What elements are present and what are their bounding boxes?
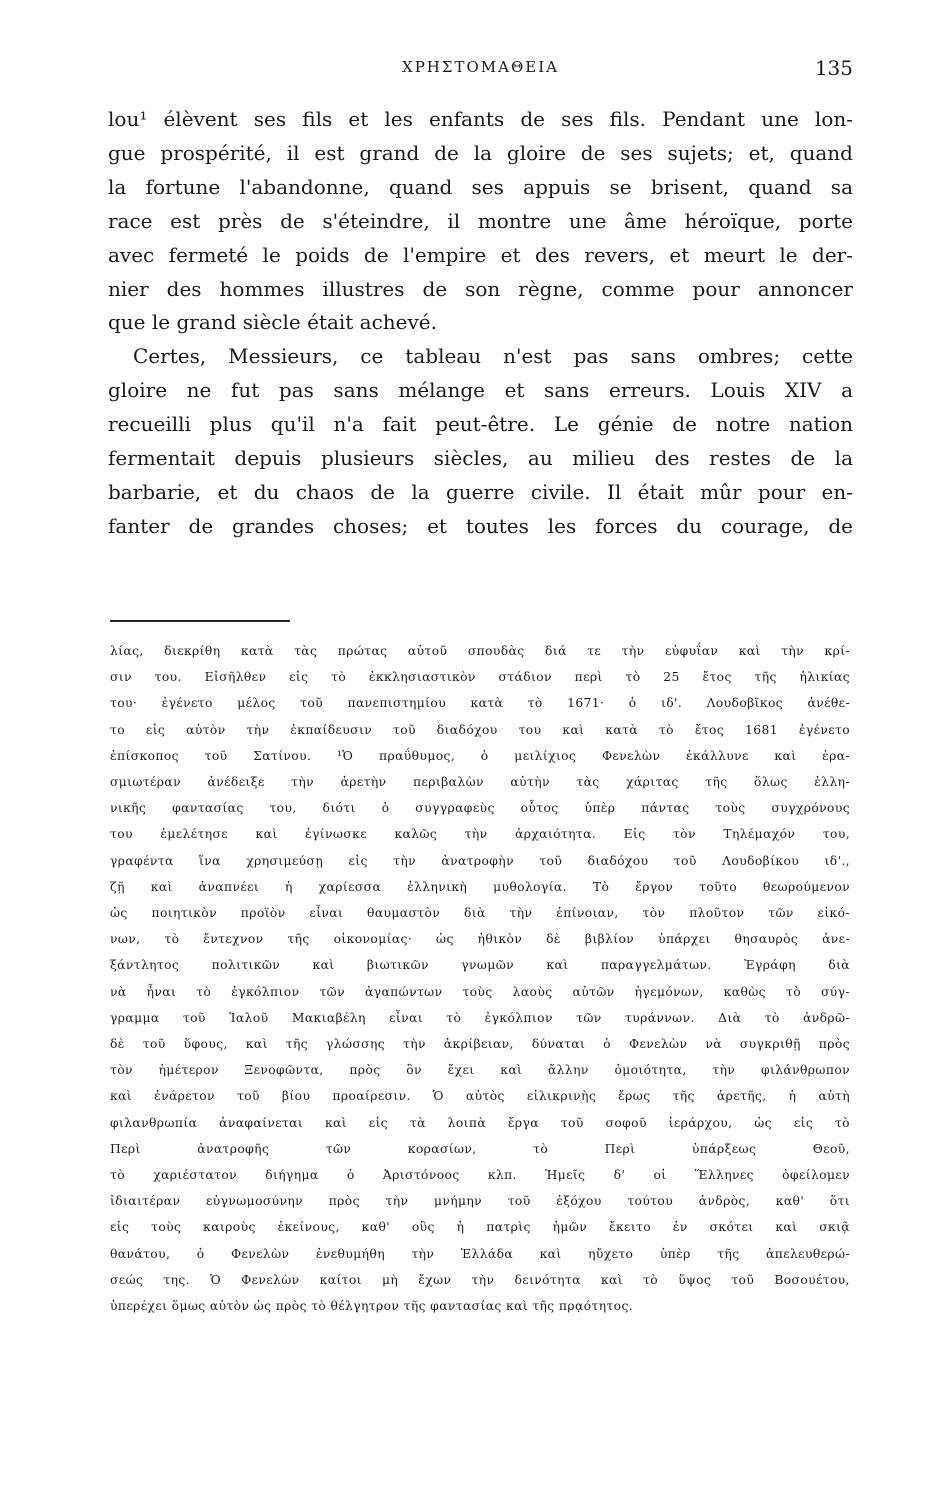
footnote-line: φιλανθρωπία ἀναφαίνεται καὶ εἰς τὰ λοιπὰ ἔργα τοῦ σοφοῦ ἱεράρχου, ὡς εἰς τὸ	[110, 1115, 850, 1130]
main-text-line: race est près de s'éteindre, il montre une âme héroïque, porte	[108, 208, 853, 233]
main-text-line: Certes, Messieurs, ce tableau n'est pas sans ombres; cette	[133, 344, 853, 369]
footnote-line: γραφέντα ἵνα χρησιμεύσῃ εἰς τὴν ἀνατροφὴν τοῦ διαδόχου τοῦ Λουδοβίκου ιδ'.,	[110, 853, 850, 868]
footnote-line: Περὶ ἀνατροφῆς τῶν κορασίων, τὸ Περὶ ὑπάρξεως Θεοῦ,	[110, 1141, 850, 1156]
page-number: 135	[814, 56, 853, 80]
main-text-line: recueilli plus qu'il n'a fait peut-être. Le génie de notre nation	[108, 412, 853, 437]
footnote-line: νων, τὸ ἔντεχνον τῆς οἰκονομίας· ὡς ἠθικὸν δὲ βιβλίον ὑπάρχει θησαυρὸς ἀνε-	[110, 932, 850, 947]
main-text	[108, 103, 853, 544]
footnote-line: ὡς ποιητικὸν προϊὸν εἶναι θαυμαστὸν διὰ τὴν ἐπίνοιαν, τὸν πλοῦτον τῶν εἰκό-	[110, 906, 850, 921]
main-text-line: barbarie, et du chaos de la guerre civile. Il était mûr pour en-	[108, 479, 853, 504]
footnote-line: γραμμα τοῦ Ἰαλοῦ Μακιαβέλη εἶναι τὸ ἐγκόλπιον τῶν τυράννων. Διὰ τὸ ἀνδρῶ-	[110, 1010, 850, 1025]
footnote-line: ζῇ καὶ ἀναπνέει ἡ χαρίεσσα ἑλληνικὴ μυθολογία. Τὸ ἔργον τοῦτο θεωρούμενον	[110, 879, 850, 894]
main-text-line: lou¹ élèvent ses fils et les enfants de ses fils. Pendant une lon-	[108, 107, 853, 131]
footnote-line: θανάτου, ὁ Φενελὼν ἐνεθυμήθη τὴν Ἑλλάδα καὶ ηὔχετο ὑπὲρ τῆς ἀπελευθερώ-	[110, 1246, 850, 1261]
footnote-text	[110, 638, 850, 1319]
footnote-line: του· ἐγένετο μέλος τοῦ πανεπιστημίου κατὰ τὸ 1671· ὁ ιδ'. Λουδοβῖκος ἀνέθε-	[110, 696, 850, 711]
footnote-line: σεώς της. Ὁ Φενελὼν καίτοι μὴ ἔχων τὴν δεινότητα καὶ τὸ ὕψος τοῦ Βοσουέτου,	[110, 1272, 850, 1287]
main-text-line: avec fermeté le poids de l'empire et des revers, et meurt le der-	[108, 242, 853, 267]
footnote-line: το εἰς αὐτὸν τὴν ἐκπαίδευσιν τοῦ διαδόχου του καὶ κατὰ τὸ ἔτος 1681 ἐγένετο	[110, 722, 850, 737]
footnote-line: ξάντλητος πολιτικῶν καὶ βιωτικῶν γνωμῶν καὶ παραγγελμάτων. Ἐγράφη διὰ	[110, 958, 850, 973]
running-title: ΧΡΗΣΤΟΜΑΘΕΙΑ	[402, 58, 559, 76]
main-text-line: fanter de grandes choses; et toutes les forces du courage, de	[108, 513, 853, 538]
footnote-divider	[110, 620, 290, 622]
main-text-line: gloire ne fut pas sans mélange et sans erreurs. Louis XIV a	[108, 378, 853, 403]
footnote-line: σμιωτέραν ἀνέδειξε τὴν ἀρετὴν περιβαλὼν αὐτὴν τὰς χάριτας τῆς ὅλως ἑλλη-	[110, 775, 850, 790]
footnote-line: νικῆς φαντασίας του, διότι ὁ συγγραφεὺς οὗτος ὑπὲρ πάντας τοὺς συγχρόνους	[110, 801, 850, 816]
footnote-line: νὰ ἦναι τὸ ἐγκόλπιον τῶν ἀγαπώντων τοὺς λαοὺς αὐτῶν ἡγεμόνων, καθὼς τὸ σύγ-	[110, 984, 850, 999]
footnote-line: σιν του. Εἰσῆλθεν εἰς τὸ ἐκκλησιαστικὸν στάδιον περὶ τὸ 25 ἔτος τῆς ἡλικίας	[110, 670, 850, 685]
footnote-line: δὲ τοῦ ὕφους, καὶ τῆς γλώσσης τὴν ἀκρίβειαν, δύναται ὁ Φενελὼν νὰ συγκριθῇ πρὸς	[110, 1037, 850, 1052]
footnote-line: τὸν ἡμέτερον Ξενοφῶντα, πρὸς ὃν ἔχει καὶ ἄλλην ὁμοιότητα, τὴν φιλάνθρωπον	[110, 1063, 850, 1078]
page-header	[108, 58, 853, 88]
footnote-line: εἰς τοὺς καιροὺς ἐκείνους, καθ' οὓς ἡ πατρὶς ἡμῶν ἔκειτο ἐν σκότει καὶ σκιᾷ	[110, 1220, 850, 1235]
footnote-line: ἰδιαιτέραν εὐγνωμοσύνην πρὸς τὴν μνήμην τοῦ ἐξόχου τούτου ἀνδρὸς, καθ' ὅτι	[110, 1194, 850, 1209]
footnote-line: τὸ χαριέστατον διήγημα ὁ Ἀριστόνοος κλπ. Ἡμεῖς δ' οἱ Ἕλληνες ὀφείλομεν	[110, 1168, 850, 1183]
footnote-line: ὑπερέχει ὅμως αὐτὸν ὡς πρὸς τὸ θέλγητρον τῆς φαντασίας καὶ τῆς πρᾳότητος.	[110, 1299, 634, 1314]
main-text-line: fermentait depuis plusieurs siècles, au milieu des restes de la	[108, 446, 853, 471]
footnote-line: καὶ ἐνάρετον τοῦ βίου προαίρεσιν. Ὁ αὐτὸς εἰλικρινὴς ἔρως τῆς ἀρετῆς, ἡ αὐτὴ	[110, 1089, 850, 1104]
main-text-line: que le grand siècle était achevé.	[108, 310, 438, 335]
footnote-line: λίας, διεκρίθη κατὰ τὰς πρώτας αὐτοῦ σπουδὰς διά τε τὴν εὐφυΐαν καὶ τὴν κρί-	[110, 644, 850, 658]
footnote-line: του ἐμελέτησε καὶ ἐγίνωσκε καλῶς τὴν ἀρχαιότητα. Εἰς τὸν Τηλέμαχόν του,	[110, 827, 850, 842]
main-text-line: la fortune l'abandonne, quand ses appuis se brisent, quand sa	[108, 174, 853, 199]
main-text-line: nier des hommes illustres de son règne, comme pour annoncer	[108, 276, 853, 301]
footnote-line: ἐπίσκοπος τοῦ Σατίνου. ¹Ὁ πραΰθυμος, ὁ μειλίχιος Φενελὼν ἐκάλλυνε καὶ ἐρα-	[110, 748, 850, 763]
main-text-line: gue prospérité, il est grand de la gloire de ses sujets; et, quand	[108, 140, 853, 165]
